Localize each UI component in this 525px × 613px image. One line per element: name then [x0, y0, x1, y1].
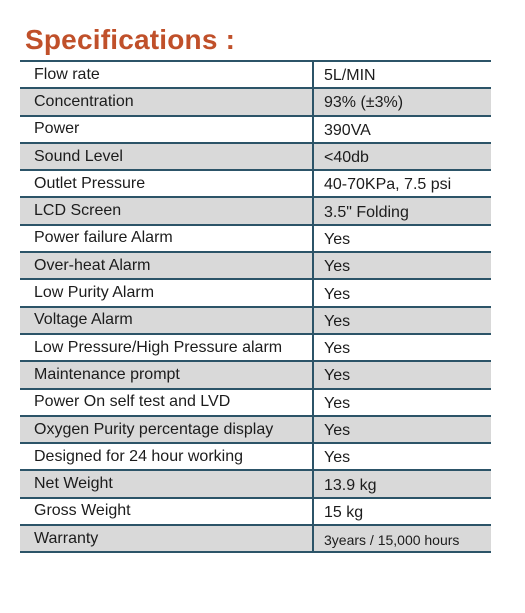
spec-value: 390VA [313, 116, 491, 143]
spec-value: 3.5" Folding [313, 197, 491, 224]
spec-label: Outlet Pressure [20, 170, 313, 197]
spec-label: Sound Level [20, 143, 313, 170]
spec-label: Warranty [20, 525, 313, 552]
spec-label: Flow rate [20, 61, 313, 88]
spec-row-warranty [20, 525, 491, 552]
spec-value: 15 kg [313, 498, 491, 525]
spec-row-purity-display [20, 416, 491, 443]
spec-label: LCD Screen [20, 197, 313, 224]
spec-value: 40-70KPa, 7.5 psi [313, 170, 491, 197]
spec-value: 3years / 15,000 hours [313, 525, 491, 552]
spec-value: <40db [313, 143, 491, 170]
spec-value: 13.9 kg [313, 470, 491, 497]
spec-label: Net Weight [20, 470, 313, 497]
spec-value: Yes [313, 361, 491, 388]
spec-row-net-weight [20, 470, 491, 497]
spec-value: Yes [313, 389, 491, 416]
spec-value: Yes [313, 443, 491, 470]
spec-row-gross-weight [20, 498, 491, 525]
spec-value: Yes [313, 225, 491, 252]
spec-value: Yes [313, 334, 491, 361]
spec-row-sound-level [20, 143, 491, 170]
spec-label: Oxygen Purity percentage display [20, 416, 313, 443]
spec-row-pressure-alarm [20, 334, 491, 361]
spec-value: 93% (±3%) [313, 88, 491, 115]
spec-row-outlet-pressure [20, 170, 491, 197]
spec-label: Power [20, 116, 313, 143]
spec-row-voltage-alarm [20, 307, 491, 334]
spec-label: Power On self test and LVD [20, 389, 313, 416]
spec-label: Concentration [20, 88, 313, 115]
spec-row-power-failure-alarm [20, 225, 491, 252]
spec-value: 5L/MIN [313, 61, 491, 88]
spec-row-flow-rate [20, 61, 491, 88]
spec-label: Low Purity Alarm [20, 279, 313, 306]
spec-label: Power failure Alarm [20, 225, 313, 252]
spec-label: Maintenance prompt [20, 361, 313, 388]
spec-label: Over-heat Alarm [20, 252, 313, 279]
spec-label: Voltage Alarm [20, 307, 313, 334]
spec-row-power [20, 116, 491, 143]
spec-value: Yes [313, 252, 491, 279]
spec-label: Gross Weight [20, 498, 313, 525]
specifications-title: Specifications : [25, 24, 236, 55]
spec-row-lcd-screen [20, 197, 491, 224]
spec-value: Yes [313, 416, 491, 443]
spec-row-low-purity-alarm [20, 279, 491, 306]
spec-label: Low Pressure/High Pressure alarm [20, 334, 313, 361]
spec-value: Yes [313, 279, 491, 306]
spec-row-24-hour [20, 443, 491, 470]
spec-value: Yes [313, 307, 491, 334]
spec-row-self-test [20, 389, 491, 416]
spec-row-over-heat-alarm [20, 252, 491, 279]
specifications-table [20, 60, 491, 553]
spec-row-concentration [20, 88, 491, 115]
spec-label: Designed for 24 hour working [20, 443, 313, 470]
spec-row-maintenance-prompt [20, 361, 491, 388]
